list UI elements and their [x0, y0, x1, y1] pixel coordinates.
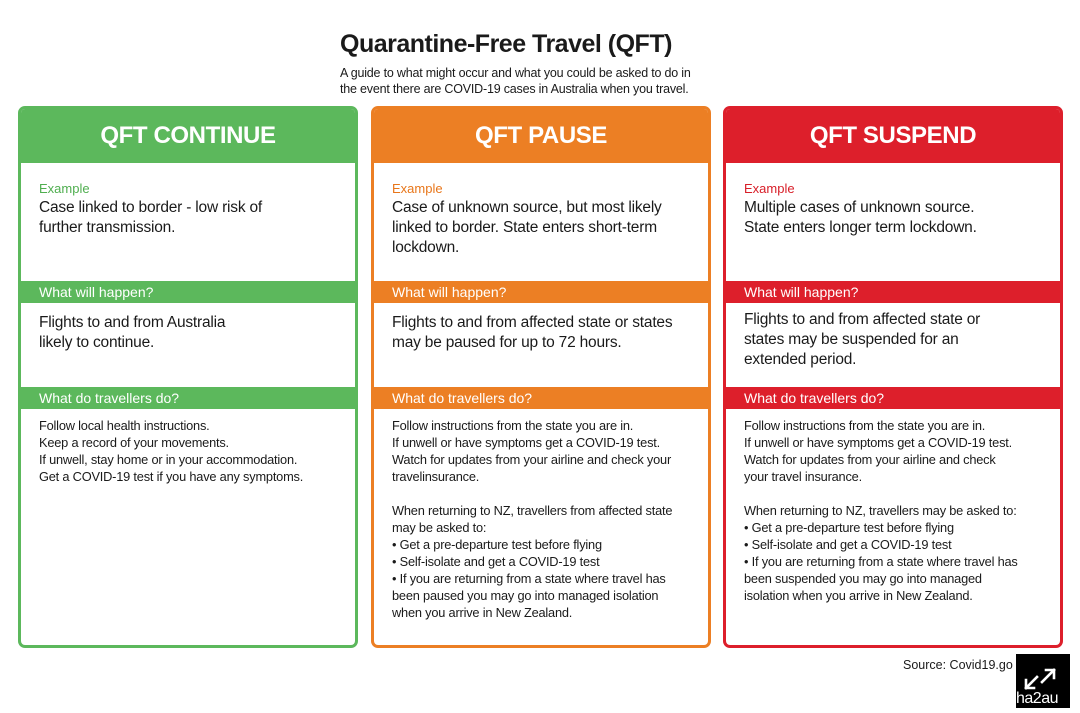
example-text [39, 198, 337, 238]
card-heading: QFT CONTINUE [21, 109, 355, 163]
page-title: Quarantine-Free Travel (QFT) [340, 30, 672, 58]
subtitle-line: A guide to what might occur and what you could be asked to do in [340, 66, 691, 80]
page-subtitle [340, 65, 860, 97]
text-line: been paused you may go into managed isolation [392, 588, 659, 603]
text-line: Case linked to border - low risk of [39, 199, 263, 216]
bullet-item: • Self-isolate and get a COVID-19 test [392, 554, 600, 569]
expand-button[interactable] [1016, 654, 1070, 708]
text-line: If unwell or have symptoms get a COVID-19 test. [392, 435, 660, 450]
happen-text [374, 303, 708, 387]
text-line: likely to continue. [39, 334, 155, 351]
card-qft-continue [18, 106, 358, 648]
text-line: Flights to and from affected state or states [392, 314, 673, 331]
text-line: lockdown. [392, 239, 460, 256]
card-qft-suspend [723, 106, 1063, 648]
text-line: Get a COVID-19 test if you have any symptoms. [39, 469, 304, 484]
text-line: Flights to and from Australia [39, 314, 226, 331]
text-line: your travel insurance. [744, 469, 862, 484]
example-text [392, 198, 690, 258]
do-label: What do travellers do? [21, 387, 355, 409]
card-heading: QFT SUSPEND [726, 109, 1060, 163]
text-line: Keep a record of your movements. [39, 435, 229, 450]
text-line: further transmission. [39, 219, 176, 236]
card-heading: QFT PAUSE [374, 109, 708, 163]
do-label: What do travellers do? [374, 387, 708, 409]
subtitle-line: the event there are COVID-19 cases in Australia when you travel. [340, 82, 689, 96]
example-label: Example [392, 181, 443, 196]
text-line: may be paused for up to 72 hours. [392, 334, 622, 351]
do-text [21, 409, 355, 485]
text-line: extended period. [744, 351, 857, 368]
bullet-item: • Self-isolate and get a COVID-19 test [744, 537, 952, 552]
source-credit: Source: Covid19.go [903, 658, 1013, 672]
text-line: Follow instructions from the state you are in. [744, 418, 986, 433]
example-section [726, 163, 1060, 281]
text-line: If unwell or have symptoms get a COVID-19 test. [744, 435, 1012, 450]
bullet-item: • If you are returning from a state where travel has [392, 571, 666, 586]
text-line: Multiple cases of unknown source. [744, 199, 975, 216]
example-section [374, 163, 708, 281]
example-text [744, 198, 1042, 238]
happen-text [21, 303, 355, 387]
happen-label: What will happen? [21, 281, 355, 303]
happen-label: What will happen? [726, 281, 1060, 303]
do-label: What do travellers do? [726, 387, 1060, 409]
happen-text [726, 303, 1060, 387]
example-label: Example [39, 181, 90, 196]
text-line: Watch for updates from your airline and check your [392, 452, 672, 467]
text-line: states may be suspended for an [744, 331, 959, 348]
text-line: If unwell, stay home or in your accommodation. [39, 452, 298, 467]
do-text [726, 409, 1060, 604]
text-line: State enters longer term lockdown. [744, 219, 977, 236]
text-line: When returning to NZ, travellers may be asked to: [744, 503, 1017, 518]
watermark-text: ha2au [1016, 690, 1058, 707]
text-line: travelinsurance. [392, 469, 480, 484]
text-line: may be asked to: [392, 520, 487, 535]
example-section [21, 163, 355, 281]
text-line: Follow instructions from the state you are in. [392, 418, 634, 433]
happen-label: What will happen? [374, 281, 708, 303]
text-line: Follow local health instructions. [39, 418, 210, 433]
card-qft-pause [371, 106, 711, 648]
text-line: isolation when you arrive in New Zealand. [744, 588, 973, 603]
text-line: linked to border. State enters short-term [392, 219, 657, 236]
text-line: been suspended you may go into managed [744, 571, 982, 586]
infographic-header [340, 30, 860, 97]
bullet-item: • Get a pre-departure test before flying [392, 537, 602, 552]
bullet-item: • Get a pre-departure test before flying [744, 520, 954, 535]
text-line: Case of unknown source, but most likely [392, 199, 662, 216]
bullet-item: • If you are returning from a state where travel has [744, 554, 1018, 569]
example-label: Example [744, 181, 795, 196]
do-text [374, 409, 708, 621]
text-line: Flights to and from affected state or [744, 311, 981, 328]
text-line: Watch for updates from your airline and check [744, 452, 996, 467]
text-line: when you arrive in New Zealand. [392, 605, 573, 620]
text-line: When returning to NZ, travellers from affected state [392, 503, 673, 518]
